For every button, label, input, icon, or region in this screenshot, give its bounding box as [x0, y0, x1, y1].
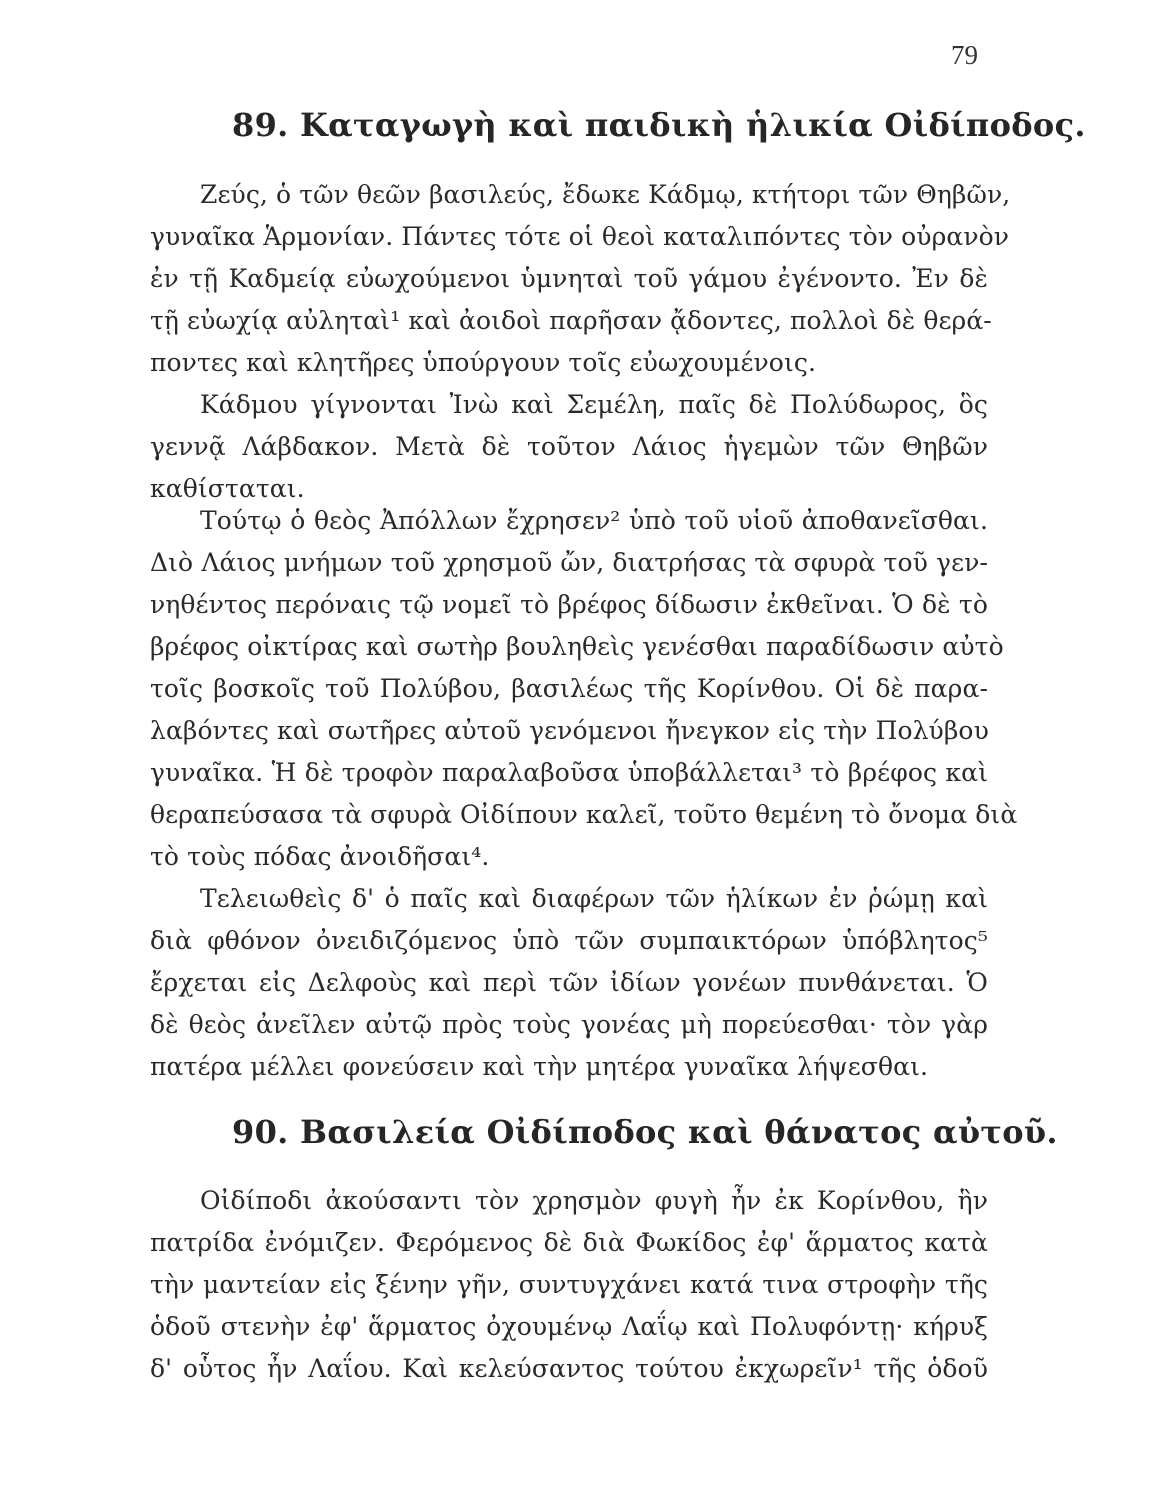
text-line: γυναῖκα Ἁρμονίαν. Πάντες τότε οἱ θεοὶ καταλιπόντες τὸν οὐρανὸν	[150, 222, 1010, 251]
text-line: δὲ θεὸς ἀνεῖλεν αὐτῷ πρὸς τοὺς γονέας μὴ πορεύεσθαι· τὸν γὰρ	[150, 1010, 988, 1039]
text-line: πατρίδα ἐνόμιζεν. Φερόμενος δὲ διὰ Φωκίδος ἐφ' ἅρματος κατὰ	[150, 1228, 988, 1257]
text-line: δ' οὗτος ἦν Λαΐου. Καὶ κελεύσαντος τούτου ἐκχωρεῖν¹ τῆς ὁδοῦ	[150, 1354, 988, 1383]
text-line: διὰ φθόνον ὀνειδιζόμενος ὑπὸ τῶν συμπαικτόρων ὑπόβλητος⁵	[150, 926, 988, 955]
text-line: ὁδοῦ στενὴν ἐφ' ἅρματος ὀχουμένῳ Λαΐῳ καὶ Πολυφόντῃ· κήρυξ	[150, 1312, 988, 1341]
text-line: θεραπεύσασα τὰ σφυρὰ Οἰδίπουν καλεῖ, τοῦτο θεμένη τὸ ὄνομα διὰ	[150, 800, 1018, 829]
text-line: καθίσταται.	[150, 474, 305, 503]
section-89-heading: 89. Καταγωγὴ καὶ παιδικὴ ἡλικία Οἰδίποδος.	[232, 106, 1086, 144]
text-line: τοῖς βοσκοῖς τοῦ Πολύβου, βασιλέως τῆς Κορίνθου. Οἱ δὲ παρα-	[150, 674, 988, 703]
text-line: Τελειωθεὶς δ' ὁ παῖς καὶ διαφέρων τῶν ἡλίκων ἐν ῥώμῃ καὶ	[200, 884, 988, 913]
text-line: γυναῖκα. Ἡ δὲ τροφὸν παραλαβοῦσα ὑποβάλλεται³ τὸ βρέφος καὶ	[150, 758, 988, 787]
section-90-heading: 90. Βασιλεία Οἰδίποδος καὶ θάνατος αὐτοῦ.	[232, 1113, 1058, 1151]
text-line: Κάδμου γίγνονται Ἰνὼ καὶ Σεμέλη, παῖς δὲ Πολύδωρος, ὃς	[200, 390, 988, 419]
text-line: τὴν μαντείαν εἰς ξένην γῆν, συντυγχάνει κατά τινα στροφὴν τῆς	[150, 1270, 988, 1299]
text-line: νηθέντος περόναις τῷ νομεῖ τὸ βρέφος δίδωσιν ἐκθεῖναι. Ὁ δὲ τὸ	[150, 590, 988, 619]
text-line: Διὸ Λάιος μνήμων τοῦ χρησμοῦ ὤν, διατρήσας τὰ σφυρὰ τοῦ γεν-	[150, 548, 988, 577]
text-line: ποντες καὶ κλητῆρες ὑπούργουν τοῖς εὐωχουμένοις.	[150, 348, 816, 377]
text-line: ἔρχεται εἰς Δελφοὺς καὶ περὶ τῶν ἰδίων γονέων πυνθάνεται. Ὁ	[150, 968, 988, 997]
text-line: λαβόντες καὶ σωτῆρες αὐτοῦ γενόμενοι ἤνεγκον εἰς τὴν Πολύβου	[150, 716, 989, 745]
text-line: τῇ εὐωχίᾳ αὐληταὶ¹ καὶ ἀοιδοὶ παρῆσαν ᾄδοντες, πολλοὶ δὲ θερά-	[150, 306, 992, 335]
text-line: πατέρα μέλλει φονεύσειν καὶ τὴν μητέρα γυναῖκα λήψεσθαι.	[150, 1052, 929, 1081]
text-line: ἐν τῇ Καδμείᾳ εὐωχούμενοι ὑμνηταὶ τοῦ γάμου ἐγένοντο. Ἐν δὲ	[150, 264, 988, 293]
text-line: Ζεύς, ὁ τῶν θεῶν βασιλεύς, ἔδωκε Κάδμῳ, κτήτορι τῶν Θηβῶν,	[200, 180, 1011, 209]
text-line: Οἰδίποδι ἀκούσαντι τὸν χρησμὸν φυγὴ ἦν ἐκ Κορίνθου, ἣν	[200, 1186, 988, 1215]
text-line: Τούτῳ ὁ θεὸς Ἀπόλλων ἔχρησεν² ὑπὸ τοῦ υἱοῦ ἀποθανεῖσθαι.	[200, 506, 988, 535]
text-line: τὸ τοὺς πόδας ἀνοιδῆσαι⁴.	[150, 842, 490, 871]
text-line: βρέφος οἰκτίρας καὶ σωτὴρ βουληθεὶς γενέσθαι παραδίδωσιν αὐτὸ	[150, 632, 1004, 661]
text-line: γεννᾷ Λάβδακον. Μετὰ δὲ τοῦτον Λάιος ἡγεμὼν τῶν Θηβῶν	[150, 432, 988, 461]
page-number: 79	[951, 40, 978, 70]
